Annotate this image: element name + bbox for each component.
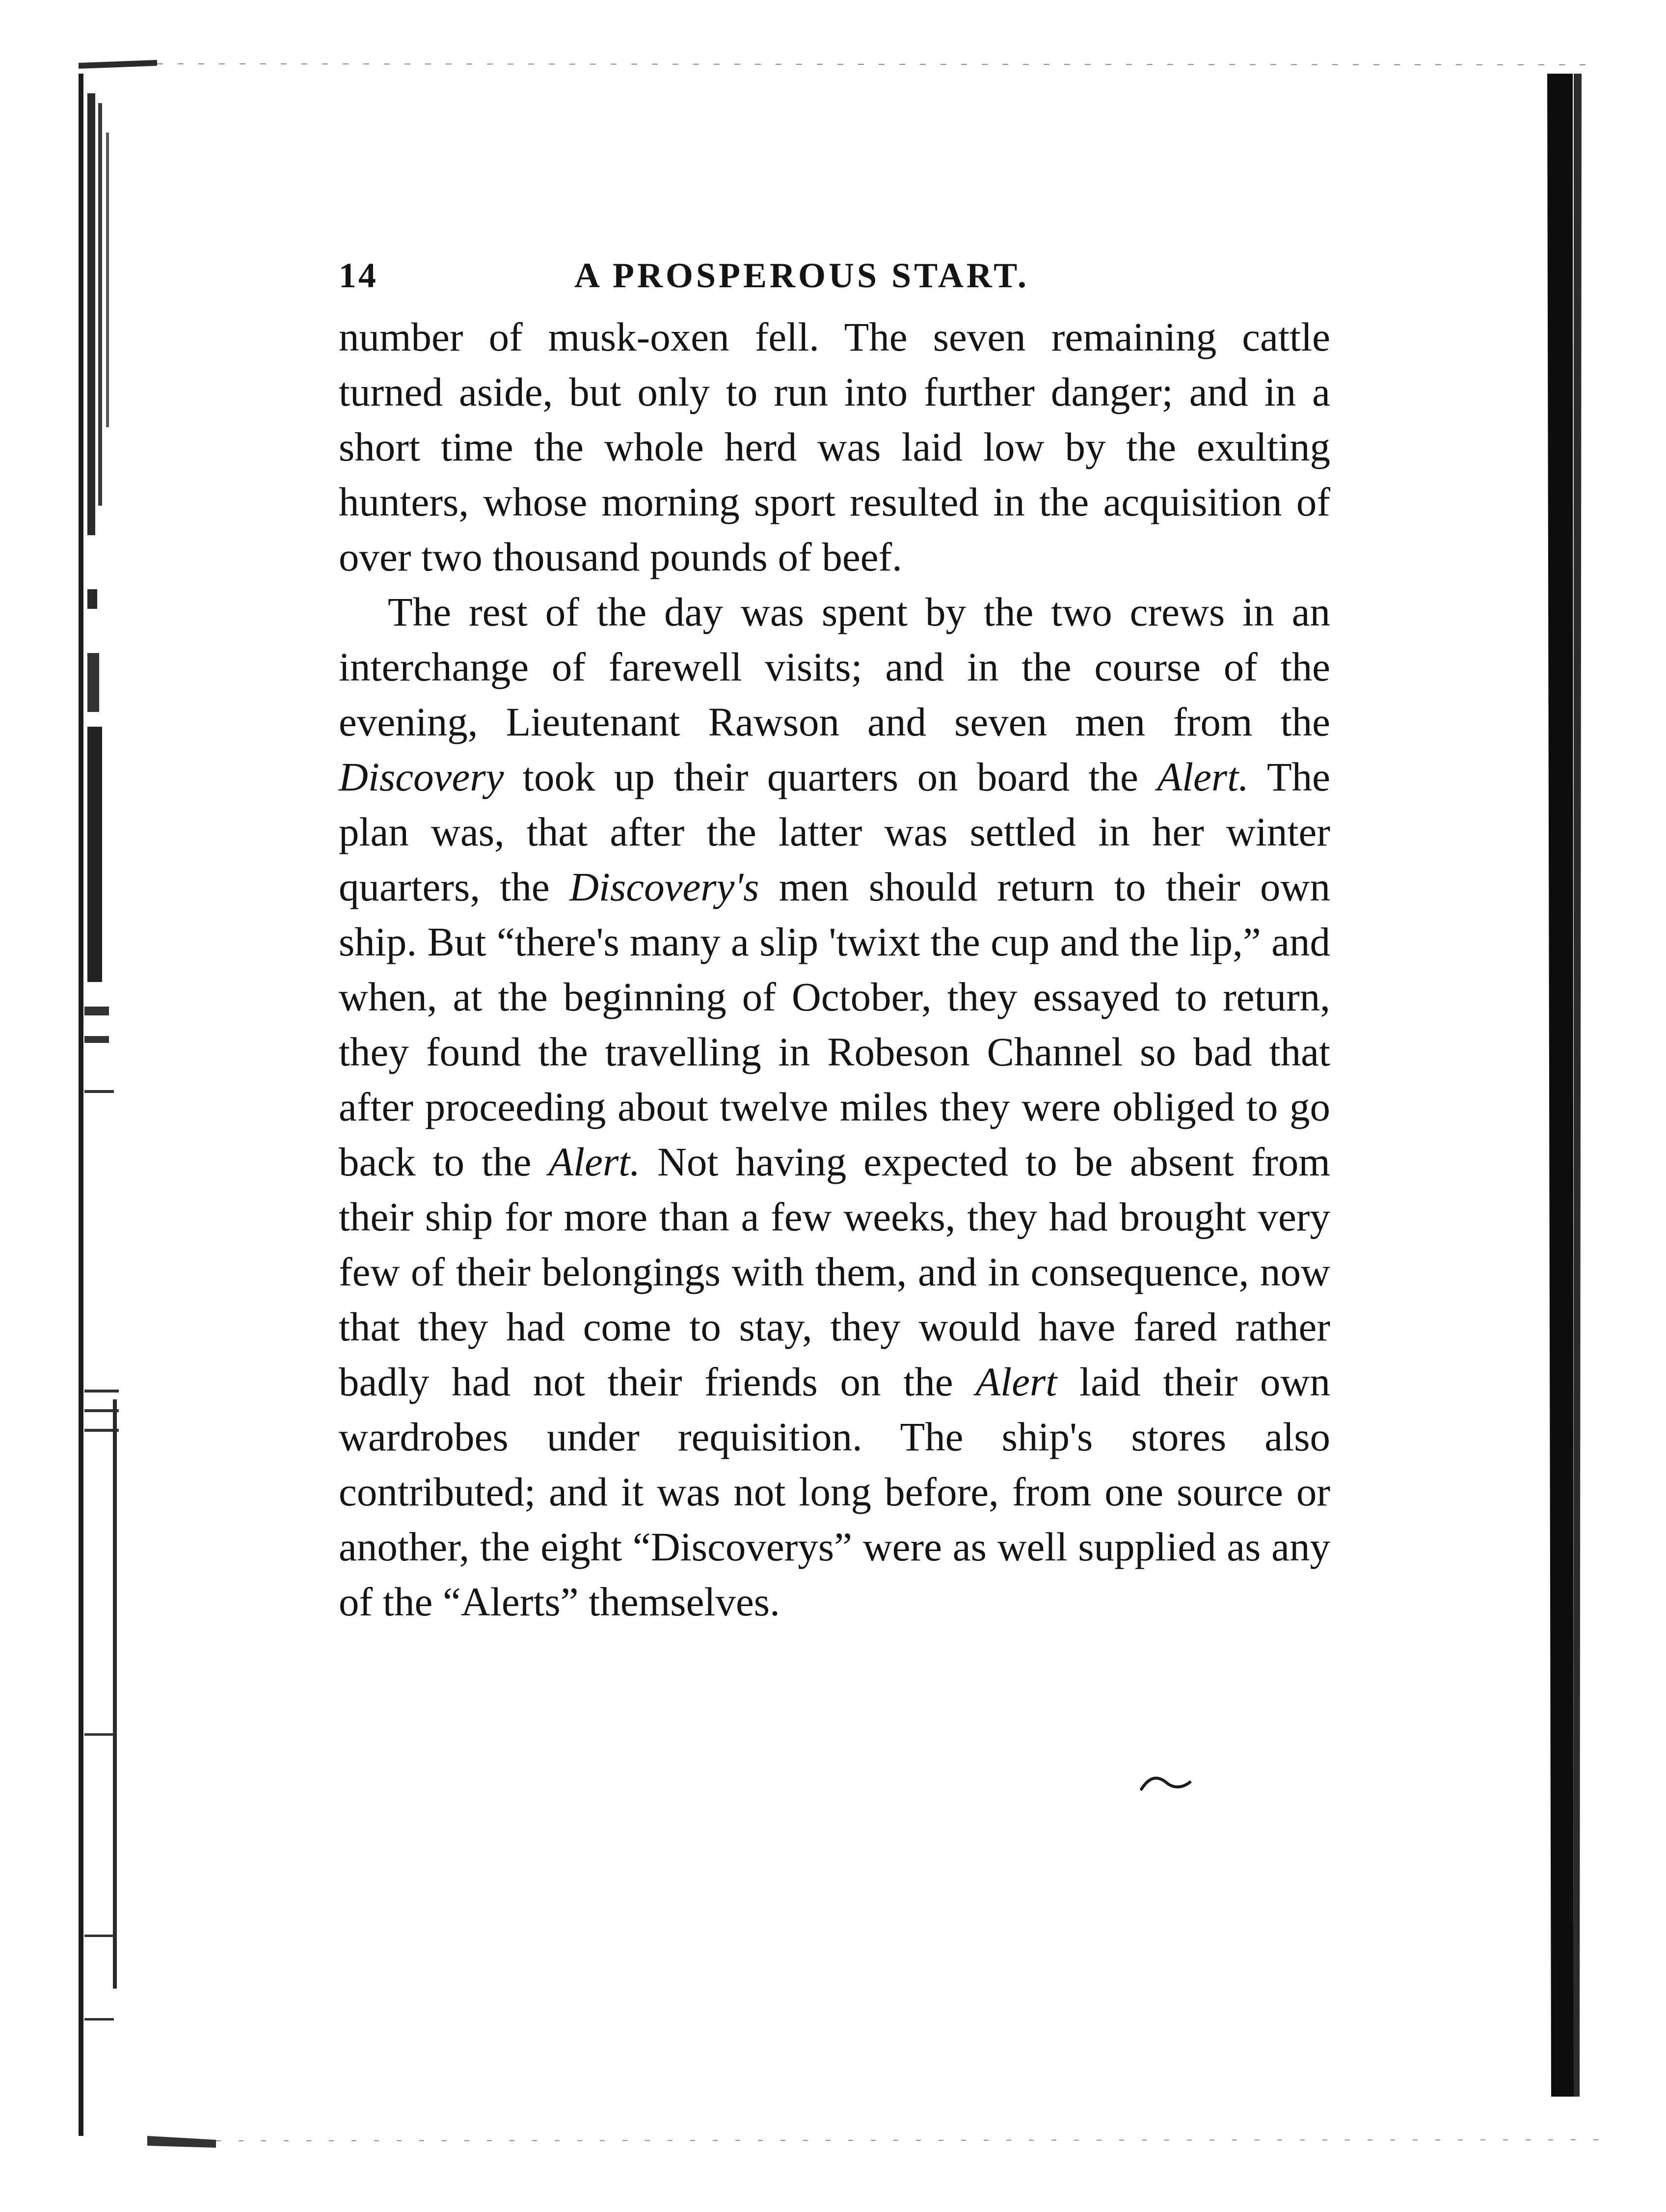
- paragraph-2-run-7: men should return to their own ship. But “there's many a slip 'twixt the cup and the lip,” and when, at the beginning of October, they essayed to return, they found the travelling in Robeson Channel so bad that after proceeding about twelve miles they were obliged to go back to the: [339, 864, 1330, 1184]
- book-page: [339, 255, 1330, 1629]
- paragraph-2-run-11: laid their own wardrobes under requisition. The ship's stores also contributed; and it was not long before, from one source or another, the eight “Discoverys” were as well supplied as any of the “Alerts” themselves.: [339, 1359, 1331, 1624]
- paragraph-2-run-9: Not having expected to be absent from their ship for more than a few weeks, they had brought very few of their belongings with them, and in consequence, now that they had come to stay, they would have fared rather badly had not their friends on the: [339, 1139, 1330, 1404]
- paragraph-2: [339, 584, 1330, 1629]
- paragraph-2-run-3: took up their quarters on board the: [504, 754, 1157, 799]
- paragraph-2-run-10: Alert: [975, 1359, 1057, 1404]
- scan-left-edge-artifact: [79, 74, 123, 2136]
- paragraph-2-run-1: The rest of the day was spent by the two crews in an interchange of farewell visits; and in the course of the evening, Lieutenant Rawson and seven men from the: [339, 589, 1330, 744]
- paragraph-1-run-1: number of musk-oxen fell. The seven remaining cattle turned aside, but only to run into further danger; and in a short time the whole herd was laid low by the exulting hunters, whose morning sport resulted in the acquisition of over two thousand pounds of beef.: [339, 314, 1330, 579]
- running-title: A PROSPEROUS START.: [574, 256, 1029, 295]
- paragraph-2-run-6: Discovery's: [569, 864, 759, 909]
- paragraph-2-run-2: Discovery: [339, 754, 504, 799]
- paragraph-2-run-4: Alert.: [1157, 754, 1249, 799]
- scan-top-edge-artifact: [79, 58, 1600, 87]
- paragraph-2-run-5: The plan was, that after the latter was settled in her winter quarters, the: [339, 754, 1330, 909]
- page-number: 14: [339, 256, 378, 295]
- paragraph-1: [339, 309, 1330, 584]
- scan-right-edge-artifact: [1543, 74, 1592, 2097]
- running-head: [339, 255, 1330, 309]
- paragraph-2-run-8: Alert.: [548, 1139, 641, 1184]
- scan-bottom-edge-artifact: [147, 2111, 1600, 2156]
- stray-ink-mark: [1139, 1773, 1193, 1797]
